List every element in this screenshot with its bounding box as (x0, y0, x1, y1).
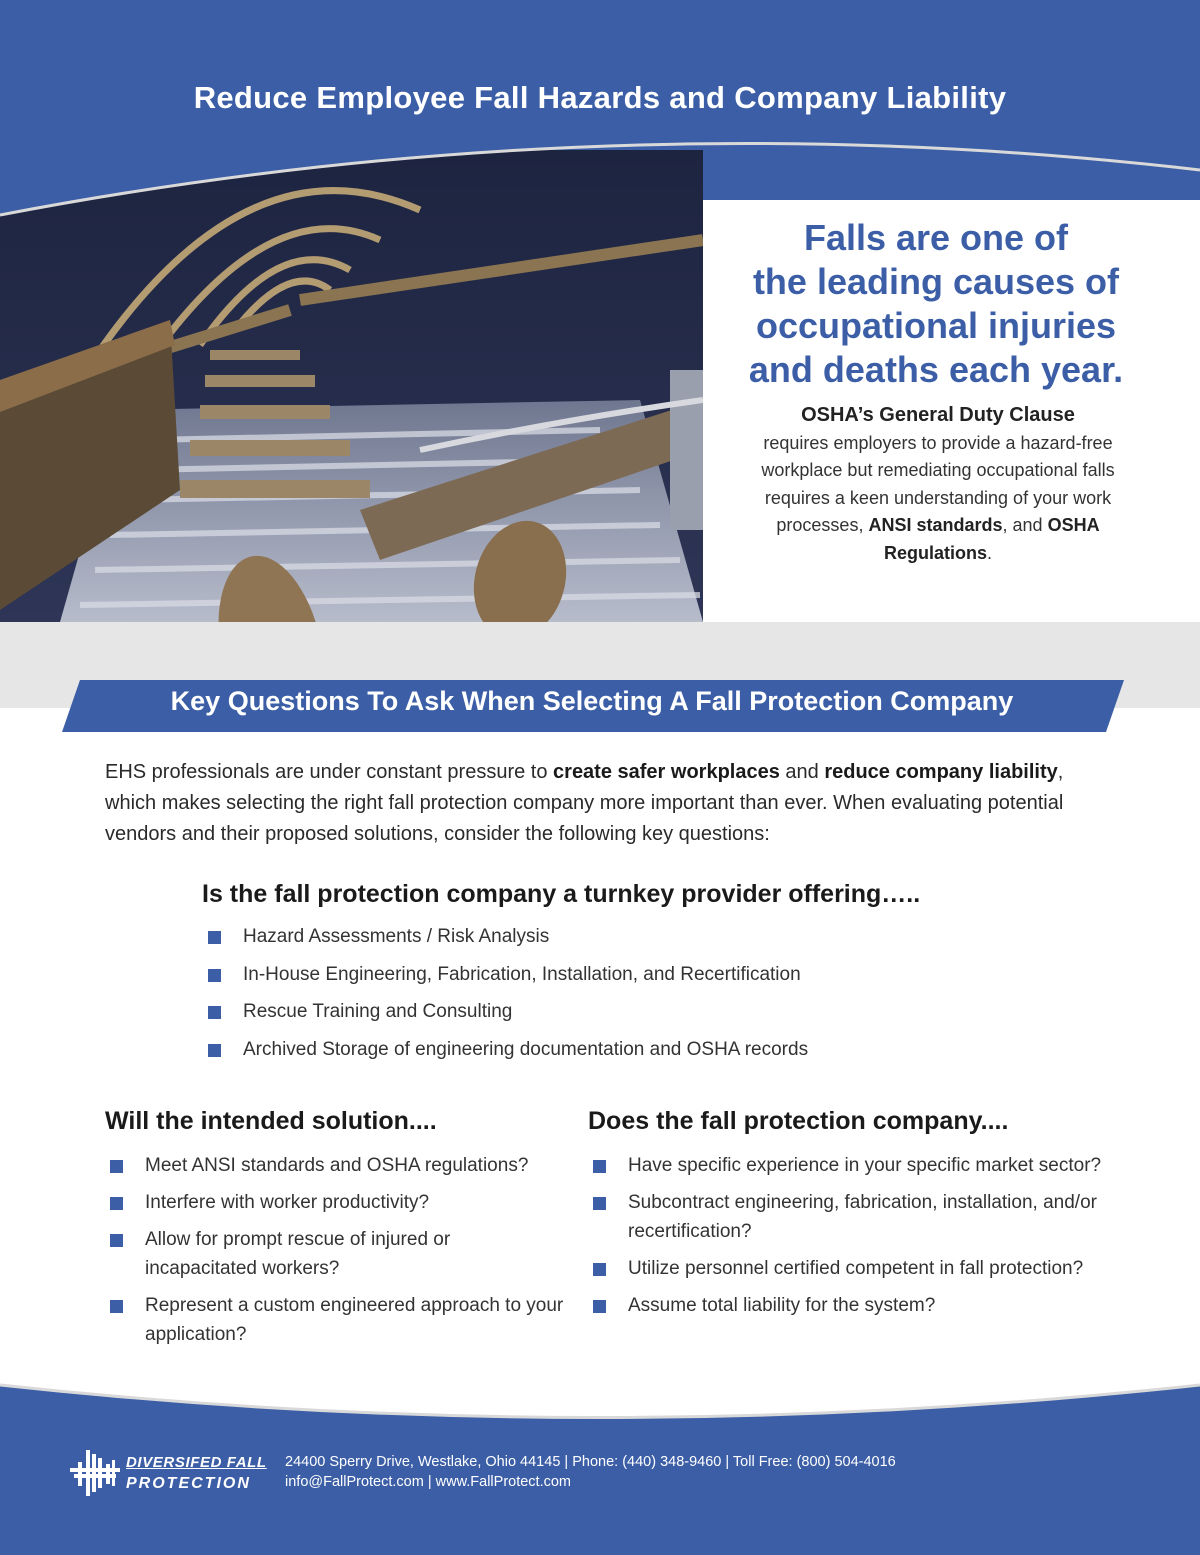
list-item (590, 1291, 1130, 1320)
osha-text: requires employers to provide a hazard-free workplace but remediating occupational falls requires a keen understanding of your work processes, (761, 432, 1115, 535)
hero-headline-line: the leading causes of (752, 261, 1120, 302)
list-item (590, 1151, 1130, 1180)
diversified-fall-protection-logo-icon (70, 1450, 120, 1496)
list-item-text: Allow for prompt rescue of injured or incapacitated workers? (145, 1229, 451, 1279)
intro-text: EHS professionals are under constant pressure to (105, 761, 554, 783)
list-item-text: Interfere with worker productivity? (145, 1192, 430, 1213)
bullet-square-icon (110, 1197, 123, 1210)
osha-paragraph (728, 402, 1148, 567)
page-title: Reduce Employee Fall Hazards and Company Liability (193, 80, 1007, 115)
section-banner-title: Key Questions To Ask When Selecting A Fall Protection Company (170, 686, 1014, 716)
logo-text-line2: PROTECTION (126, 1475, 251, 1492)
list-item-text: Subcontract engineering, fabrication, installation, and/or recertification? (628, 1192, 1097, 1242)
osha-bold-regulations: OSHA Regulations (883, 515, 1100, 563)
list-item-text: Have specific experience in your specific market sector? (628, 1155, 1102, 1176)
logo-text-line1: DIVERSIFED FALL (126, 1454, 267, 1471)
list-item (205, 997, 1005, 1026)
solution-list (107, 1151, 564, 1357)
list-item (205, 960, 1005, 989)
intro-paragraph (105, 757, 1105, 850)
bullet-square-icon (208, 1044, 221, 1057)
list-item (205, 1035, 1005, 1064)
list-item-text: Assume total liability for the system? (628, 1295, 936, 1316)
hero-headline-line: and deaths each year. (748, 349, 1124, 390)
bullet-square-icon (110, 1160, 123, 1173)
hero-headline (712, 216, 1160, 392)
list-item (107, 1151, 557, 1180)
bullet-square-icon (208, 1006, 221, 1019)
list-item-text: Rescue Training and Consulting (243, 1001, 513, 1022)
footer-contact-line[interactable]: info@FallProtect.com | www.FallProtect.com (285, 1474, 572, 1490)
osha-bold-ansi: ANSI standards (868, 515, 1003, 535)
footer-curve (0, 1375, 1200, 1435)
company-heading: Does the fall protection company.... (588, 1107, 1009, 1135)
bullet-square-icon (208, 969, 221, 982)
bullet-square-icon (593, 1197, 606, 1210)
list-item (590, 1188, 1098, 1246)
bullet-square-icon (593, 1263, 606, 1276)
bullet-square-icon (110, 1300, 123, 1313)
solution-heading: Will the intended solution.... (105, 1107, 437, 1135)
list-item (205, 922, 1005, 951)
list-item-text: Represent a custom engineered approach to your application? (145, 1295, 564, 1345)
list-item (107, 1188, 557, 1217)
osha-text-join: , and (1002, 515, 1048, 535)
intro-bold-safer: create safer workplaces (553, 761, 780, 783)
footer-address-line: 24400 Sperry Drive, Westlake, Ohio 44145 | Phone: (440) 348-9460 | Toll Free: (800) 504-4016 (285, 1454, 896, 1470)
osha-title: OSHA’s General Duty Clause (801, 404, 1075, 426)
bullet-square-icon (593, 1300, 606, 1313)
intro-bold-liability: reduce company liability (824, 761, 1058, 783)
turnkey-heading: Is the fall protection company a turnkey provider offering….. (202, 880, 921, 908)
bullet-square-icon (208, 931, 221, 944)
list-item (107, 1291, 575, 1349)
list-item (590, 1254, 1130, 1283)
list-item-text: Archived Storage of engineering documentation and OSHA records (243, 1038, 809, 1060)
list-item-text: Meet ANSI standards and OSHA regulations? (145, 1155, 529, 1176)
hero-headline-line: occupational injuries (755, 305, 1117, 346)
list-item-text: Hazard Assessments / Risk Analysis (243, 926, 550, 947)
bullet-square-icon (110, 1234, 123, 1247)
bullet-square-icon (593, 1160, 606, 1173)
company-list (590, 1151, 1130, 1328)
list-item-text: Utilize personnel certified competent in fall protection? (628, 1258, 1084, 1279)
turnkey-list (205, 922, 1005, 1072)
hero-headline-line: Falls are one of (803, 217, 1069, 258)
osha-text-end: . (987, 542, 993, 563)
footer-address (285, 1452, 896, 1492)
intro-text: and (779, 761, 825, 783)
list-item-text: In-House Engineering, Fabrication, Installation, and Recertification (243, 963, 801, 985)
intro-text: , which makes selecting the right fall protection company more important than ever. When evaluating potential vendors and their proposed solutions, consider the following key questions: (105, 761, 1064, 845)
list-item (107, 1225, 485, 1283)
